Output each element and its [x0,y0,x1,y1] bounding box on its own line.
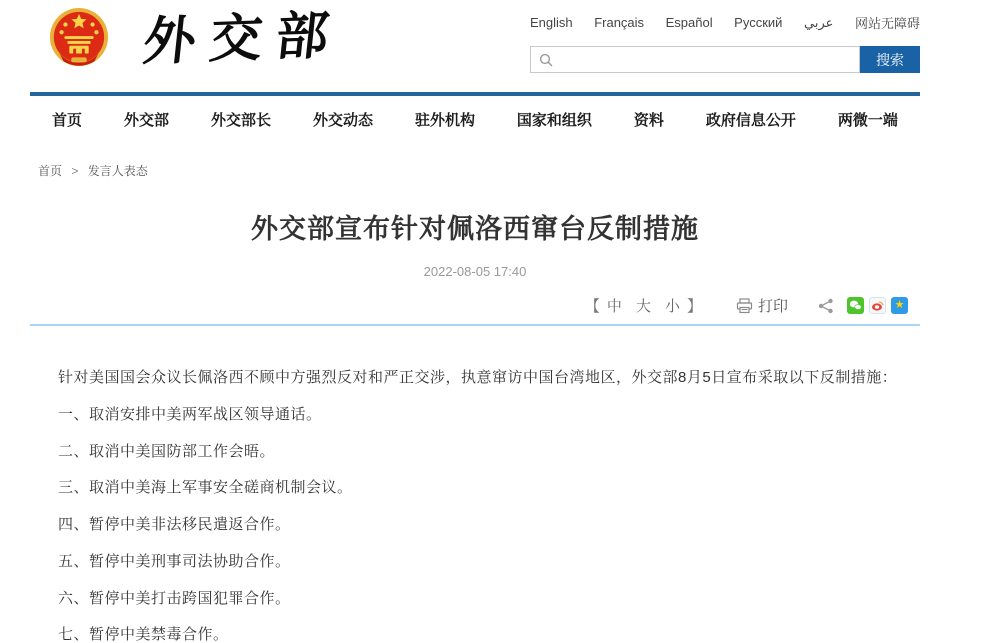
mfa-calligraphy-logo: 外交部 [140,4,346,73]
article-toolbar [30,295,920,316]
search-button[interactable]: 搜索 [860,46,920,73]
weibo-share-icon[interactable] [869,297,886,314]
search-icon [539,53,553,67]
wechat-share-icon[interactable] [847,297,864,314]
bracket-close: 】 [686,298,702,315]
breadcrumb-separator: > [71,164,79,178]
font-size-large-button[interactable]: 大 [635,298,651,315]
nav-item-home[interactable]: 首页 [52,112,83,129]
nav-item-resources[interactable]: 资料 [633,112,664,129]
page-title: 外交部宣布针对佩洛西窜台反制措施 [251,214,699,244]
list-item-1: 一、取消安排中美两军战区领导通话。 [58,405,322,423]
share-icon[interactable] [818,298,834,314]
list-item-4: 四、暂停中美非法移民遣返合作。 [58,516,291,533]
nav-item-missions[interactable]: 驻外机构 [414,112,475,129]
breadcrumb [30,162,920,179]
language-switcher [530,13,920,32]
accessibility-link[interactable]: 网站无障碍 [854,16,920,31]
nav-item-social-media[interactable]: 两微一端 [837,112,898,129]
search-box [530,46,860,73]
breadcrumb-home-link[interactable]: 首页 [38,164,63,178]
nav-item-minister[interactable]: 外交部长 [210,112,271,129]
national-emblem-icon [48,7,110,71]
print-button[interactable] [736,295,788,316]
list-item-3: 三、取消中美海上军事安全磋商机制会议。 [58,479,353,497]
breadcrumb-current: 发言人表态 [87,164,148,178]
article-body [30,326,920,643]
font-size-small-button[interactable]: 小 [664,298,680,315]
list-item-6: 六、暂停中美打击跨国犯罪合作。 [58,589,291,607]
site-logo[interactable] [48,4,346,74]
list-item-5: 五、暂停中美刑事司法协助合作。 [58,552,291,570]
nav-item-gov-info[interactable]: 政府信息公开 [705,112,796,129]
printer-icon [736,298,753,314]
search-input[interactable] [531,47,859,72]
print-label: 打印 [757,298,788,315]
font-size-control [585,295,702,316]
lang-espanol[interactable]: Español [665,15,713,30]
nav-item-ministry[interactable]: 外交部 [123,112,169,129]
lang-english[interactable]: English [530,15,573,30]
header-right [530,4,920,73]
font-size-medium-button[interactable]: 中 [606,298,622,315]
bracket-open: 【 [584,298,600,315]
share-group [818,297,908,314]
nav-item-activities[interactable]: 外交动态 [312,112,373,129]
publish-date: 2022-08-05 17:40 [423,264,527,279]
lang-francais[interactable]: Français [594,15,645,30]
article [30,207,920,643]
search-bar [530,46,920,73]
nav-item-countries[interactable]: 国家和组织 [516,112,592,129]
lang-arabic[interactable]: عربي [803,14,834,30]
list-item-2: 二、取消中美国防部工作会晤。 [58,442,276,460]
main-nav [30,92,920,142]
qzone-share-icon[interactable]: ★ [891,297,908,314]
site-header [30,0,920,92]
paragraph-intro: 针对美国国会众议长佩洛西不顾中方强烈反对和严正交涉，执意窜访中国台湾地区，外交部8月5日宣布采取以下反制措施： [58,369,898,386]
list-item-7: 七、暂停中美禁毒合作。 [58,626,229,643]
lang-russian[interactable]: Русский [734,15,783,30]
